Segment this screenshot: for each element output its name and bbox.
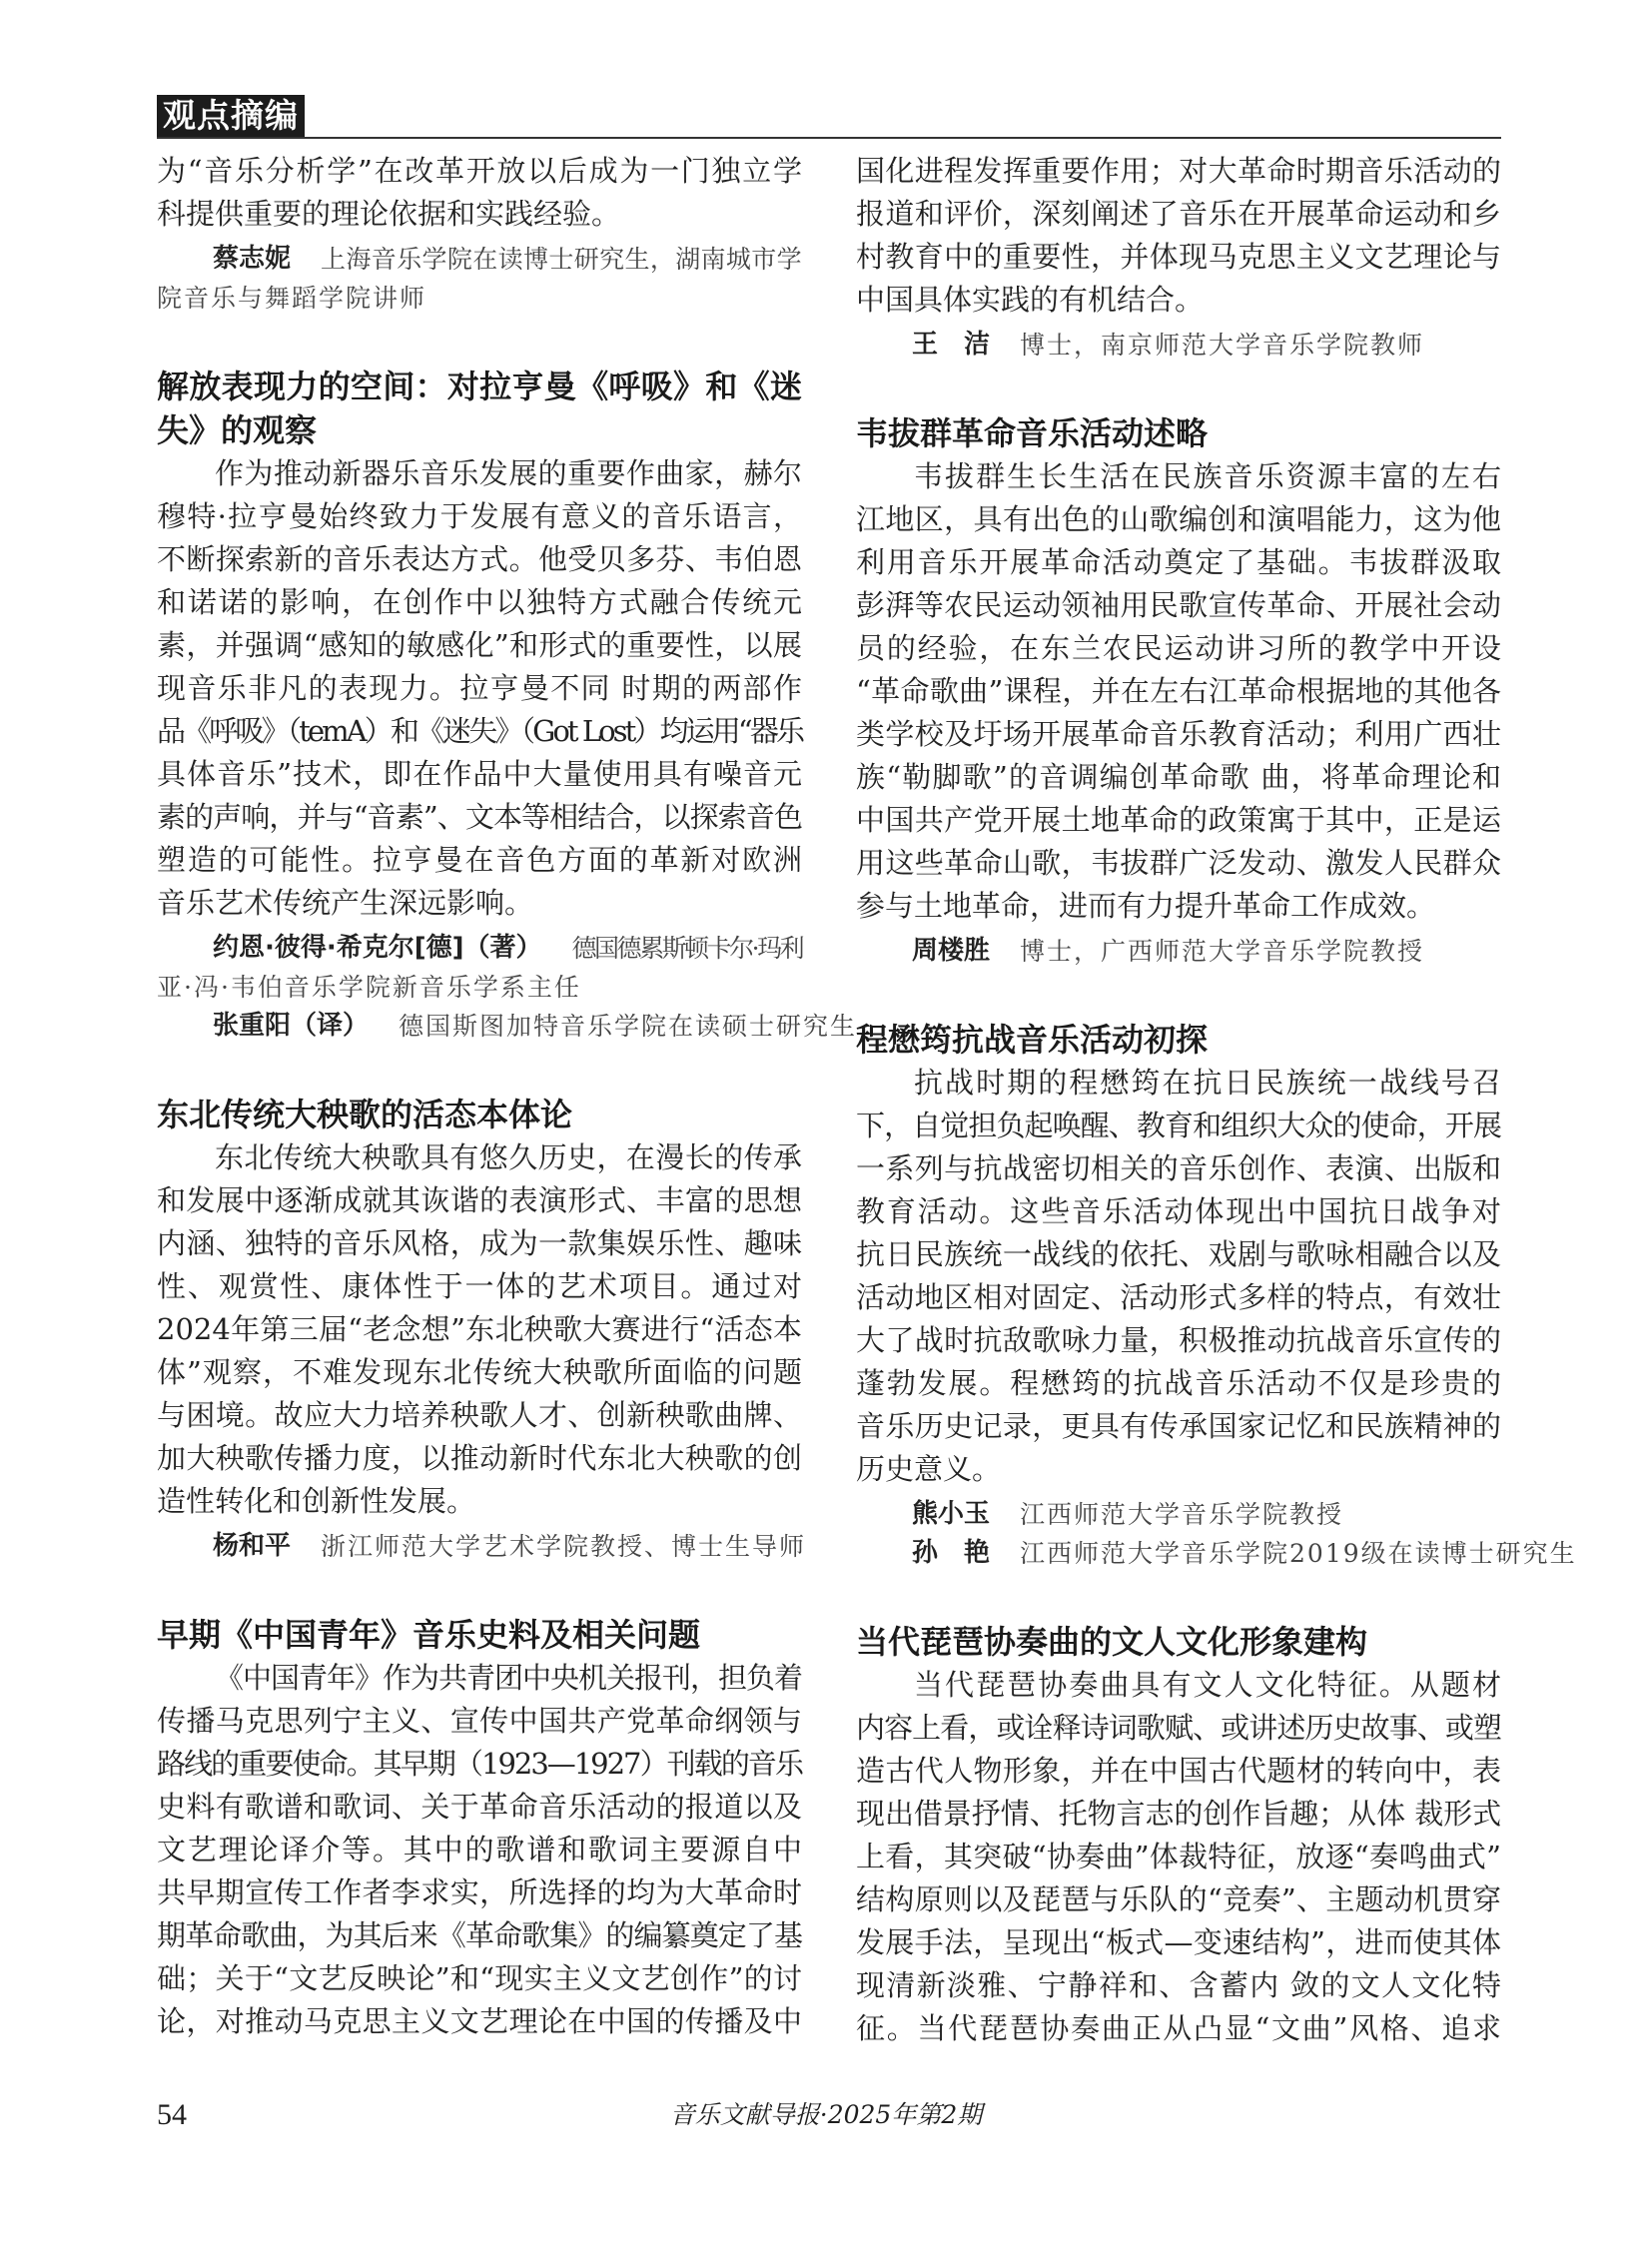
author-affiliation: 德国斯图加特音乐学院在读硕士研究生 [399, 1012, 858, 1041]
body-line: 用这些革命山歌，韦拔群广泛发动、激发人民群众 [856, 846, 1501, 880]
body-line: 与困境。故应大力培养秧歌人才、创新秧歌曲牌、 [157, 1398, 802, 1432]
body-line: 员的经验，在东兰农民运动讲习所的教学中开设 [856, 631, 1501, 665]
left-column [157, 150, 858, 2043]
author-affiliation: 上海音乐学院在读博士研究生，湖南城市学 [321, 245, 802, 274]
body-line: 村教育中的重要性，并体现马克思主义文艺理论与 [856, 240, 1501, 274]
author-name: 熊小玉 [912, 1499, 991, 1529]
body-line: 江地区，具有出色的山歌编创和演唱能力，这为他 [856, 502, 1501, 536]
body-line: 音乐历史记录，更具有传承国家记忆和民族精神的 [856, 1409, 1501, 1443]
body-line: 文艺理论译介等。其中的歌谱和歌词主要源自中 [157, 1833, 802, 1867]
page-number: 54 [157, 2098, 187, 2131]
body-line: 教育活动。这些音乐活动体现出中国抗日战争对 [856, 1194, 1501, 1228]
body-line: 内涵、独特的音乐风格，成为一款集娱乐性、趣味 [157, 1226, 802, 1260]
body-line: 现出借景抒情、托物言志的创作旨趣；从体 裁形式 [856, 1797, 1501, 1831]
journal-issue: 音乐文献导报·2025年第2期 [669, 2100, 983, 2129]
author-line [856, 1495, 1501, 1534]
article-title-line: 韦拔群革命音乐活动述略 [856, 414, 1209, 452]
body-line: 下，自觉担负起唤醒、教育和组织大众的使命，开展 [856, 1109, 1501, 1142]
continued-article [856, 150, 1501, 365]
author-name: 周楼胜 [912, 936, 991, 966]
body-line: 现清新淡雅、宁静祥和、含蓄内 敛的文人文化特 [856, 1968, 1501, 2002]
author-block [856, 932, 1501, 971]
body-line: 族“勒脚歌”的音调编创革命歌 曲，将革命理论和 [856, 760, 1501, 794]
section-header [157, 95, 1501, 139]
author-affiliation: 博士，南京师范大学音乐学院教师 [1020, 331, 1425, 360]
author-affiliation: 德国德累斯顿卡尔·玛利 [571, 934, 802, 963]
body-line: 论，对推动马克思主义文艺理论在中国的传播及中 [157, 2004, 802, 2038]
body-line: 作为推动新器乐音乐发展的重要作曲家，赫尔 [215, 456, 802, 490]
article-title [157, 1613, 802, 1657]
article-title [157, 1093, 802, 1136]
author-line [157, 929, 802, 968]
body-line: 国化进程发挥重要作用；对大革命时期音乐活动的 [856, 154, 1501, 188]
body-line: 史料有歌谱和歌词、关于革命音乐活动的报道以及 [157, 1790, 802, 1824]
body-line: 活动地区相对固定、活动形式多样的特点，有效壮 [856, 1280, 1501, 1314]
body-line: 结构原则以及琵琶与乐队的“竞奏”、主题动机贯穿 [856, 1882, 1501, 1916]
author-line [157, 240, 802, 279]
article-title-line: 早期《中国青年》音乐史料及相关问题 [157, 1616, 701, 1654]
section-label: 观点摘编 [157, 95, 305, 137]
article-title-line: 解放表现力的空间：对拉亨曼《呼吸》和《迷 [157, 368, 802, 405]
body-line: 内容上看，或诠释诗词歌赋、或讲述历史故事、或塑 [856, 1711, 1501, 1745]
article-yangge [157, 1093, 807, 1566]
body-line: 具体音乐”技术，即在作品中大量使用具有噪音元 [157, 757, 802, 791]
body-line: 东北传统大秧歌具有悠久历史，在漫长的传承 [215, 1140, 802, 1174]
author-block [856, 326, 1501, 365]
article-title-line: 失》的观察 [157, 411, 318, 449]
body-line: 参与土地革命，进而有力提升革命工作成效。 [856, 889, 1436, 923]
author-line [157, 1527, 807, 1566]
body-line: “革命歌曲”课程，并在左右江革命根据地的其他各 [856, 674, 1501, 708]
continued-article [157, 150, 802, 318]
author-block [856, 1495, 1577, 1573]
article-title-line: 当代琵琶协奏曲的文人文化形象建构 [856, 1623, 1368, 1661]
article-title [157, 365, 802, 452]
article-cheng-maoyun [856, 1018, 1577, 1573]
body-line: 和发展中逐渐成就其诙谐的表演形式、丰富的思想 [157, 1183, 802, 1217]
body-line: 期革命歌曲，为其后来《革命歌集》的编纂奠定了基 [157, 1918, 802, 1952]
body-line: 和诺诺的影响，在创作中以独特方式融合传统元 [157, 585, 802, 619]
author-name: 王 洁 [912, 330, 991, 360]
body-line: 一系列与抗战密切相关的音乐创作、表演、出版和 [856, 1151, 1501, 1185]
body-line: 发展手法，呈现出“板式—变速结构”，进而使其体 [856, 1925, 1501, 1959]
author-line [856, 326, 1501, 365]
body-line: 不断探索新的音乐表达方式。他受贝多芬、韦伯恩 [157, 542, 802, 576]
body-line: 为“音乐分析学”在改革开放以后成为一门独立学 [157, 154, 802, 188]
body-line: 加大秧歌传播力度，以推动新时代东北大秧歌的创 [157, 1441, 802, 1475]
body-line: 历史意义。 [856, 1452, 1002, 1486]
body-line: 利用音乐开展革命活动奠定了基础。韦拔群汲取 [856, 545, 1501, 579]
author-block [157, 1527, 807, 1566]
author-name: 孙 艳 [912, 1538, 991, 1568]
right-column [856, 150, 1577, 2050]
author-affiliation: 浙江师范大学艺术学院教授、博士生导师 [321, 1532, 807, 1561]
body-line: 造古代人物形象，并在中国古代题材的转向中，表 [856, 1754, 1501, 1788]
body-line: 传播马克思列宁主义、宣传中国共产党革命纲领与 [157, 1704, 802, 1738]
body-line: 性、观赏性、康体性于一体的艺术项目。通过对 [157, 1269, 802, 1303]
author-affiliation: 江西师范大学音乐学院2019级在读博士研究生 [1020, 1539, 1577, 1568]
author-affiliation: 博士，广西师范大学音乐学院教授 [1020, 937, 1425, 966]
body-line: 2024年第三届“老念想”东北秧歌大赛进行“活态本 [157, 1312, 802, 1346]
author-line [856, 932, 1501, 971]
author-name: 蔡志妮 [213, 244, 292, 274]
author-name: 杨和平 [213, 1531, 292, 1561]
body-line: 路线的重要使命。其早期（1923—1927）刊载的音乐 [157, 1747, 802, 1781]
author-block [157, 929, 858, 1046]
body-line: 蓬勃发展。程懋筠的抗战音乐活动不仅是珍贵的 [856, 1366, 1501, 1400]
body-line: 中国共产党开展土地革命的政策寓于其中，正是运 [856, 803, 1501, 837]
body-line: 础；关于“文艺反映论”和“现实主义文艺创作”的讨 [157, 1961, 802, 1995]
body-line: 塑造的可能性。拉亨曼在音色方面的革新对欧洲 [157, 843, 802, 877]
body-line: 穆特·拉亨曼始终致力于发展有意义的音乐语言， [157, 499, 802, 533]
body-line: 类学校及圩场开展革命音乐教育活动；利用广西壮 [856, 717, 1501, 751]
body-line: 《中国青年》作为共青团中央机关报刊，担负着 [215, 1661, 802, 1695]
article-lachenmann [157, 365, 858, 1046]
body-line: 现音乐非凡的表现力。拉亨曼不同 时期的两部作 [157, 671, 802, 705]
body-line: 大了战时抗敌歌咏力量，积极推动抗战音乐宣传的 [856, 1323, 1501, 1357]
article-title [856, 411, 1501, 455]
author-line [157, 1007, 858, 1046]
author-line [856, 1534, 1577, 1573]
article-china-youth [157, 1613, 802, 2043]
article-wei-baqun [856, 411, 1501, 971]
body-line: 音乐艺术传统产生深远影响。 [157, 886, 534, 920]
body-line: 体”观察，不难发现东北传统大秧歌所面临的问题 [157, 1355, 802, 1389]
body-line: 素，并强调“感知的敏感化”和形式的重要性，以展 [157, 628, 802, 662]
body-line: 韦拔群生长生活在民族音乐资源丰富的左右 [914, 459, 1501, 493]
article-title-line: 东北传统大秧歌的活态本体论 [157, 1096, 573, 1133]
body-line: 抗日民族统一战线的依托、戏剧与歌咏相融合以及 [856, 1237, 1501, 1271]
body-line: 上看，其突破“协奏曲”体裁特征，放逐“奏鸣曲式” [856, 1840, 1501, 1873]
translator-name: 张重阳（译） [213, 1011, 370, 1041]
body-line: 彭湃等农民运动领袖用民歌宣传革命、开展社会动 [856, 588, 1501, 622]
body-line: 征。当代琵琶协奏曲正从凸显“文曲”风格、追求 [856, 2011, 1501, 2045]
author-name: 约恩·彼得·希克尔[德]（著） [213, 933, 542, 963]
body-line: 造性转化和创新性发展。 [157, 1484, 476, 1518]
body-line: 中国具体实践的有机结合。 [856, 283, 1205, 317]
author-block [157, 240, 802, 318]
body-line: 抗战时期的程懋筠在抗日民族统一战线号召 [914, 1066, 1501, 1100]
author-affiliation-continued: 院音乐与舞蹈学院讲师 [157, 284, 427, 313]
author-affiliation-continued: 亚·冯·韦伯音乐学院新音乐学系主任 [157, 973, 581, 1002]
article-title [856, 1018, 1501, 1062]
article-pipa-concerto [856, 1620, 1501, 2050]
body-line: 报道和评价，深刻阐述了音乐在开展革命运动和乡 [856, 197, 1501, 231]
body-line: 当代琵琶协奏曲具有文人文化特征。从题材 [914, 1668, 1501, 1702]
body-line: 品《呼吸》（temA）和《迷失》（Got Lost）均运用“器乐 [157, 714, 802, 748]
body-line: 素的声响，并与“音素”、文本等相结合，以探索音色 [157, 800, 802, 834]
article-title-line: 程懋筠抗战音乐活动初探 [856, 1021, 1209, 1059]
article-title [856, 1620, 1501, 1664]
body-line: 共早期宣传工作者李求实，所选择的均为大革命时 [157, 1875, 802, 1909]
body-line: 科提供重要的理论依据和实践经验。 [157, 197, 621, 231]
author-affiliation: 江西师范大学音乐学院教授 [1020, 1500, 1344, 1529]
